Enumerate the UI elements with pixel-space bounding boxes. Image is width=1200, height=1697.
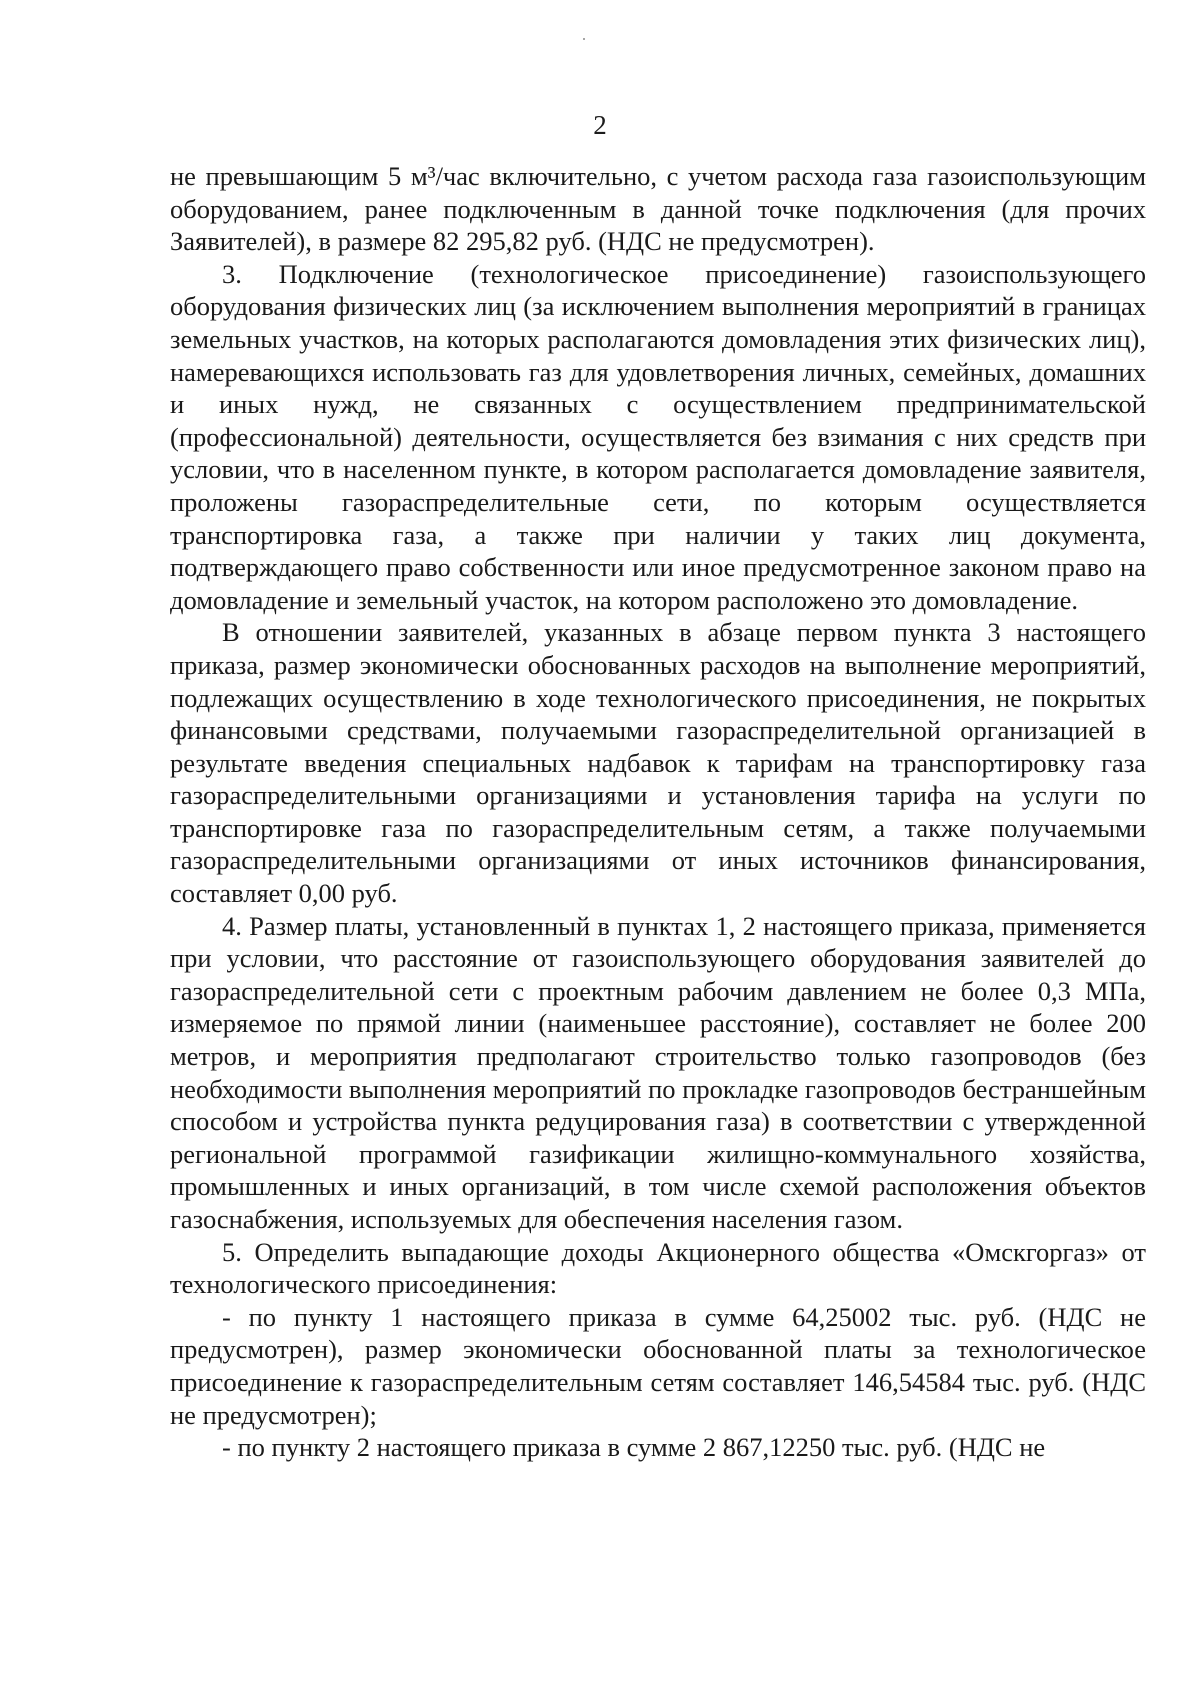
paragraph-item-3: 3. Подключение (технологическое присоединение) газоиспользующего оборудования физических лиц (за исключением выполнения мероприятий в границах земельных участков, на которых располагаются домовладения этих физических лиц), намеревающихся использовать газ для удовлетворения личных, семейных, домашних и иных нужд, не связанных с осуществлением предпринимательской (профессиональной) деятельности, осуществляется без взимания с них средств при условии, что в населенном пункте, в котором располагается домовладение заявителя, проложены газораспределительные сети, по которым осуществляется транспортировка газа, а также при наличии у таких лиц документа, подтверждающего право собственности или иное предусмотренное законом право на домовладение и земельный участок, на котором расположено это домовладение. bbox=[170, 258, 1146, 615]
paragraph-item-3-applicants: В отношении заявителей, указанных в абзаце первом пункта 3 настоящего приказа, размер экономически обоснованных расходов на выполнение мероприятий, подлежащих осуществлению в ходе технологического присоединения, не покрытых финансовыми средствами, получаемыми газораспределительной организацией в результате введения специальных надбавок к тарифам на транспортировку газа газораспределительными организациями и установления тарифа на услуги по транспортировке газа по газораспределительным сетям, а также получаемыми газораспределительными организациями от иных источников финансирования, составляет 0,00 руб. bbox=[170, 617, 1146, 909]
paragraph-item-4: 4. Размер платы, установленный в пунктах 1, 2 настоящего приказа, применяется при условии, что расстояние от газоиспользующего оборудования заявителей до газораспределительной сети с проектным рабочим давлением не более 0,3 МПа, измеряемое по прямой линии (наименьшее расстояние), составляет не более 200 метров, и мероприятия предполагают строительство только газопроводов (без необходимости выполнения мероприятий по прокладке газопроводов бестраншейным способом и устройства пункта редуцирования газа) в соответствии с утвержденной региональной программой газификации жилищно-коммунального хозяйства, промышленных и иных организаций, в том числе схемой расположения объектов газоснабжения, используемых для обеспечения населения газом. bbox=[170, 910, 1146, 1234]
paragraph-item-5-point-1: - по пункту 1 настоящего приказа в сумме 64,25002 тыс. руб. (НДС не предусмотрен), размер экономически обоснованной платы за технологическое присоединение к газораспределительным сетям составляет 146,54584 тыс. руб. (НДС не предусмотрен); bbox=[170, 1301, 1146, 1430]
paragraph-continuation: не превышающим 5 м³/час включительно, с учетом расхода газа газоиспользующим оборудованием, ранее подключенным в данной точке подключения (для прочих Заявителей), в размере 82 295,82 руб. (НДС не предусмотрен). bbox=[170, 161, 1146, 257]
paragraph-item-5: 5. Определить выпадающие доходы Акционерного общества «Омскгоргаз» от технологического присоединения: bbox=[170, 1236, 1146, 1300]
document-body bbox=[170, 160, 1146, 1464]
scan-speck bbox=[583, 38, 585, 40]
paragraph-item-5-point-2: - по пункту 2 настоящего приказа в сумме 2 867,12250 тыс. руб. (НДС не bbox=[222, 1432, 1046, 1463]
page-number: 2 bbox=[593, 110, 607, 140]
